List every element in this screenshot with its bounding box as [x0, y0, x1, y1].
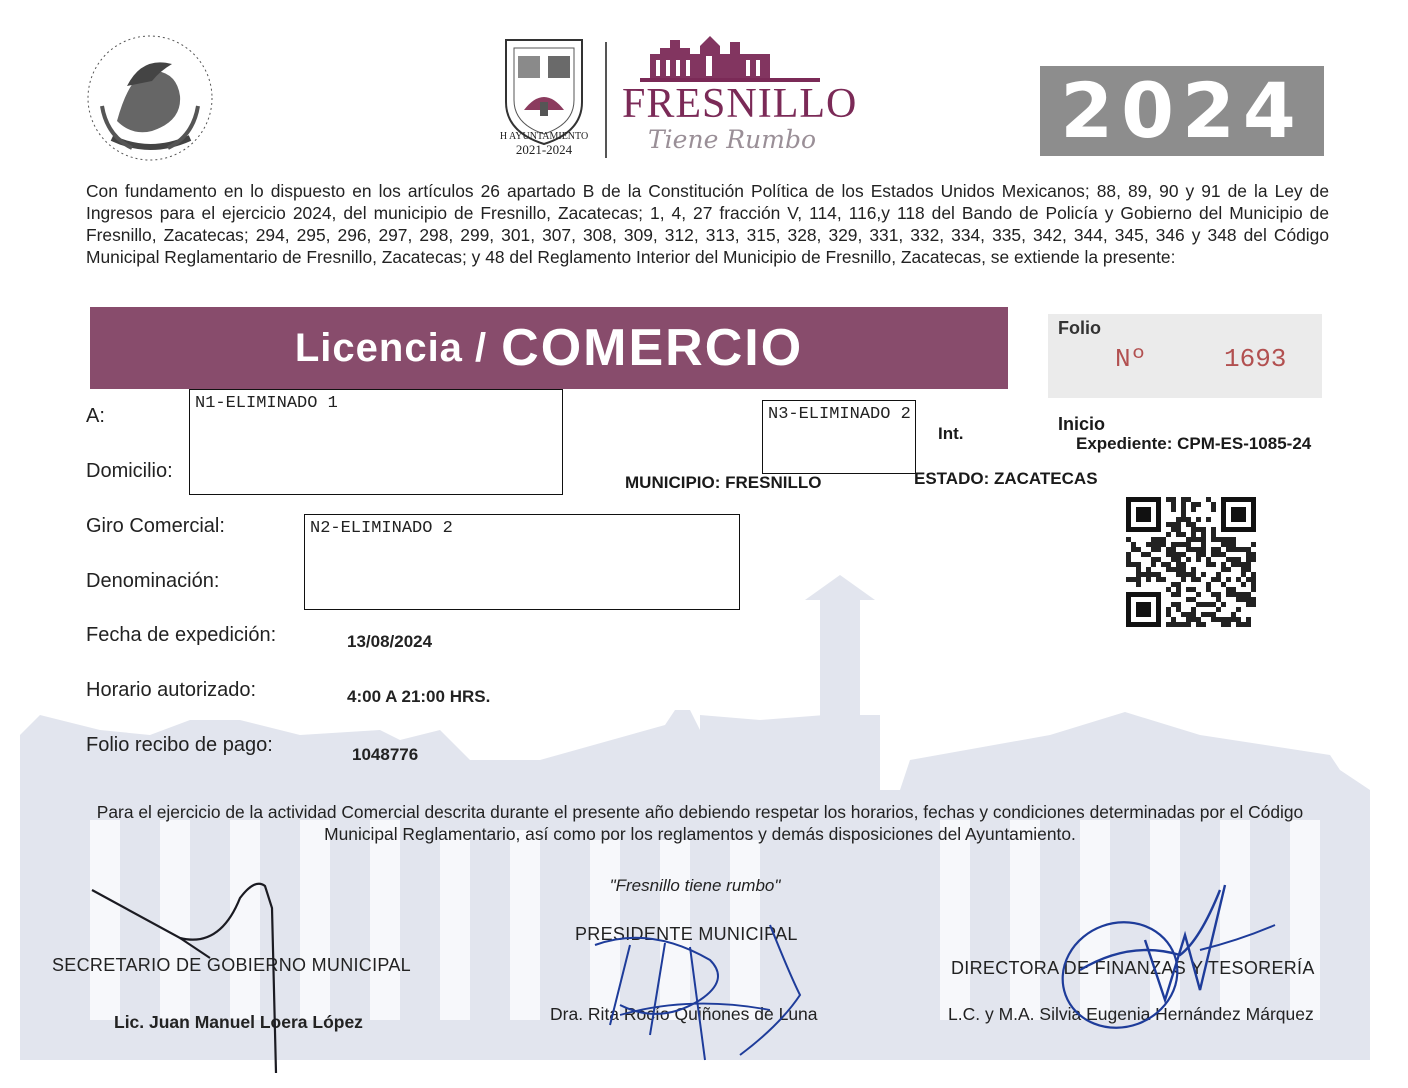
domicilio-label: Domicilio:	[86, 460, 173, 482]
mexico-coat-of-arms-icon	[72, 26, 228, 166]
giro-comercial-label: Giro Comercial:	[86, 515, 225, 537]
redacted-int-number	[762, 400, 916, 474]
license-type: COMERCIO	[501, 319, 804, 377]
folio-label: Folio	[1058, 318, 1101, 338]
brand-name: FRESNILLO	[622, 81, 858, 127]
redacted-giro-text: N2-ELIMINADO 2	[310, 519, 453, 538]
center-signatory-title: PRESIDENTE MUNICIPAL	[575, 924, 798, 944]
redacted-name-address	[189, 389, 563, 495]
int-label: Int.	[938, 424, 964, 443]
folio-number-symbol: Nº	[1115, 344, 1147, 374]
fecha-expedicion-label: Fecha de expedición:	[86, 624, 277, 646]
center-signature	[590, 905, 830, 1073]
license-banner-text	[90, 307, 1008, 389]
left-signatory-name: Lic. Juan Manuel Loera López	[114, 1012, 363, 1032]
estado-label: ESTADO: ZACATECAS	[914, 469, 1098, 488]
ayuntamiento-years: 2021-2024	[515, 142, 573, 157]
year-label: 2024	[1060, 66, 1304, 155]
brand-tagline: Tiene Rumbo	[648, 125, 816, 154]
qr-code-icon	[1126, 497, 1256, 627]
municipio-label: MUNICIPIO: FRESNILLO	[625, 473, 822, 492]
folio-number: 1693	[1224, 344, 1287, 374]
folio-recibo-value: 1048776	[352, 745, 419, 764]
folio-recibo-label: Folio recibo de pago:	[86, 734, 273, 756]
denominacion-label: Denominación:	[86, 570, 220, 592]
center-signatory-name: Dra. Rita Rocío Quiñones de Luna	[550, 1004, 818, 1024]
right-signature	[1050, 880, 1280, 1030]
fecha-expedicion-value: 13/08/2024	[347, 632, 433, 651]
header-divider	[605, 42, 607, 158]
redacted-int-text: N3-ELIMINADO 2	[768, 405, 911, 424]
ayuntamiento-label: H AYUNTAMIENTO	[499, 131, 589, 142]
expediente-label: Expediente: CPM-ES-1085-24	[1076, 434, 1312, 453]
left-signature	[80, 868, 320, 1078]
closing-paragraph: Para el ejercicio de la actividad Comercial descrita durante el presente año debiendo respetar los horarios, fechas y condiciones determinadas por el Código Municipal Reglamentario, así como por los reglamentos y demás disposiciones del Ayuntamiento.	[96, 802, 1304, 844]
horario-autorizado-value: 4:00 A 21:00 HRS.	[347, 687, 491, 706]
right-signatory-title: DIRECTORA DE FINANZAS Y TESORERÍA	[951, 958, 1315, 978]
license-word: Licencia /	[294, 325, 488, 370]
motto: "Fresnillo tiene rumbo"	[609, 876, 781, 895]
legal-basis-paragraph: Con fundamento en lo dispuesto en los artículos 26 apartado B de la Constitución Política de los Estados Unidos Mexicanos; 88, 89, 90 y 91 de la Ley de Ingresos para el ejercicio 2024, del municipio de Fresnillo, Zacatecas; 1, 4, 27 fracción V, 114, 116,y 118 del Bando de Policía y Gobierno del Municipio de Fresnillo, Zacatecas; 294, 295, 296, 297, 298, 299, 301, 307, 308, 309, 312, 313, 315, 328, 329, 331, 332, 334, 335, 342, 344, 345, 346 y 348 del Código Municipal Reglamentario de Fresnillo, Zacatecas; y 48 del Reglamento Interior del Municipio de Fresnillo, Zacatecas, se extiende la presente:	[86, 181, 1329, 267]
a-label: A:	[86, 405, 105, 427]
left-signatory-title: SECRETARIO DE GOBIERNO MUNICIPAL	[52, 955, 411, 975]
redacted-giro-denominacion	[304, 514, 740, 610]
inicio-label: Inicio	[1058, 414, 1106, 434]
redacted-name-text: N1-ELIMINADO 1	[195, 394, 338, 413]
right-signatory-name: L.C. y M.A. Silvia Eugenia Hernández Márquez	[948, 1004, 1314, 1024]
ayuntamiento-caption	[486, 131, 602, 157]
horario-autorizado-label: Horario autorizado:	[86, 679, 257, 701]
